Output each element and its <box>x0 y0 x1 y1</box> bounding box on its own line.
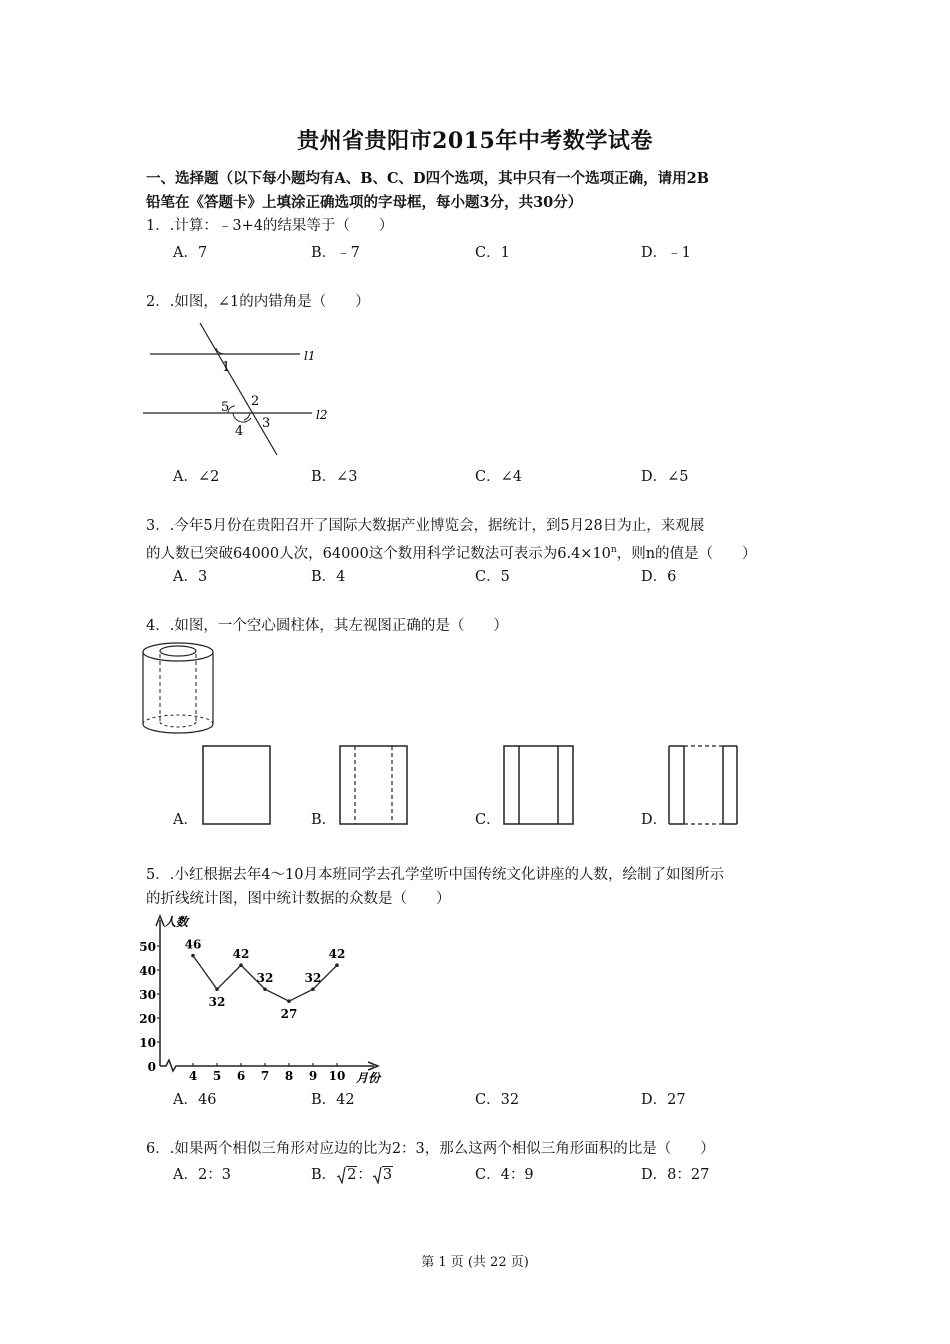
data-point <box>311 987 315 991</box>
question-3-text-line1: 3．.今年5月份在贵阳召开了国际大数据产业博览会，据统计，到5月28日为止，来观展 <box>146 518 705 534</box>
q3-option-c: C．5 <box>475 569 510 585</box>
question-2-text: 2．.如图，∠1的内错角是（ ） <box>146 294 370 310</box>
section-heading-line1: 一、选择题（以下每小题均有A、B、C、D四个选项，其中只有一个选项正确，请用2B <box>146 170 709 187</box>
q2-option-d: D．∠5 <box>641 469 689 485</box>
x-tick-label: 9 <box>308 1069 318 1083</box>
data-point <box>335 963 339 967</box>
question-5-text-line2: 的折线统计图，图中统计数据的众数是（ ） <box>146 891 451 907</box>
angle-label-1: 1 <box>222 360 231 375</box>
q1-option-a: A．7 <box>173 245 208 261</box>
q4-option-a: A． <box>173 812 198 828</box>
section-heading-line2: 铅笔在《答题卡》上填涂正确选项的字母框，每小题3分，共30分） <box>146 194 583 211</box>
angle-label-5: 5 <box>221 400 230 415</box>
x-tick-label: 7 <box>260 1069 270 1083</box>
q6-option-b: B． 2： 3 <box>311 1163 393 1187</box>
q4-view-d <box>668 745 740 826</box>
data-label: 42 <box>328 947 346 962</box>
data-point <box>215 987 219 991</box>
x-tick-label: 4 <box>188 1069 198 1083</box>
data-label: 32 <box>304 971 322 986</box>
data-point <box>239 963 243 967</box>
q3-option-b: B．4 <box>311 569 346 585</box>
x-tick-label: 10 <box>328 1069 346 1083</box>
angle-label-4: 4 <box>235 424 244 439</box>
y-tick-label: 20 <box>139 1012 156 1026</box>
q3-option-d: D．6 <box>641 569 677 585</box>
x-tick-label: 5 <box>212 1069 222 1083</box>
data-point <box>287 999 291 1003</box>
line-label-l1: l1 <box>304 349 316 363</box>
sqrt-3: 3 <box>372 1163 393 1187</box>
y-tick-label: 30 <box>139 988 156 1002</box>
line-chart <box>138 910 388 1085</box>
question-1-text: 1．.计算：﹣3+4的结果等于（ ） <box>146 218 394 234</box>
q5-option-c: C．32 <box>475 1092 520 1108</box>
q4-view-a <box>202 745 272 826</box>
sqrt-2: 2 <box>336 1163 357 1187</box>
data-label: 27 <box>280 1007 298 1022</box>
x-tick-label: 6 <box>236 1069 246 1083</box>
question-3-text-line2: 的人数已突破64000人次，64000这个数用科学记数法可表示为$6.4\times 10^n$，则n的值是（ ） <box>146 545 757 562</box>
page-footer: 第 1 页 (共 22 页) <box>421 1255 529 1270</box>
question-4-text: 4．.如图，一个空心圆柱体，其左视图正确的是（ ） <box>146 618 508 634</box>
line-label-l2: l2 <box>316 408 328 422</box>
q3-option-a: A．3 <box>173 569 208 585</box>
parallel-lines-figure <box>140 318 340 460</box>
data-label: 32 <box>256 971 274 986</box>
question-6-text: 6．.如果两个相似三角形对应边的比为2：3，那么这两个相似三角形面积的比是（ ） <box>146 1141 715 1157</box>
q6-option-c: C．4：9 <box>475 1167 534 1183</box>
q5-option-a: A．46 <box>173 1092 217 1108</box>
y-tick-label: 40 <box>139 964 156 978</box>
y-tick-label: 50 <box>139 940 156 954</box>
q6-option-d: D．8：27 <box>641 1167 710 1183</box>
q6-option-a: A．2：3 <box>173 1167 231 1183</box>
q2-option-a: A．∠2 <box>173 469 220 485</box>
angle-label-2: 2 <box>251 394 260 409</box>
data-label: 42 <box>232 947 250 962</box>
y-tick-label: 0 <box>147 1060 156 1074</box>
page-title: 贵州省贵阳市2015年中考数学试卷 <box>297 128 653 154</box>
q2-option-c: C．∠4 <box>475 469 522 485</box>
q4-option-d: D． <box>641 812 668 828</box>
x-tick-label: 8 <box>284 1069 294 1083</box>
q4-option-c: C． <box>475 812 501 828</box>
data-label: 46 <box>184 937 202 952</box>
data-point <box>263 987 267 991</box>
y-tick-label: 10 <box>139 1036 156 1050</box>
x-axis-label: 月份 <box>356 1071 381 1085</box>
q1-option-d: D．﹣1 <box>641 245 691 261</box>
q2-option-b: B．∠3 <box>311 469 358 485</box>
question-5-text-line1: 5．.小红根据去年4～10月本班同学去孔学堂听中国传统文化讲座的人数，绘制了如图所示 <box>146 867 725 883</box>
q4-view-c <box>503 745 575 826</box>
angle-label-3: 3 <box>262 416 271 431</box>
q1-option-c: C．1 <box>475 245 510 261</box>
q4-option-b: B． <box>311 812 337 828</box>
q4-view-b <box>339 745 409 826</box>
hollow-cylinder-figure <box>140 640 220 736</box>
q1-option-b: B．﹣7 <box>311 245 360 261</box>
y-axis-label: 人数 <box>164 915 189 929</box>
q5-option-b: B．42 <box>311 1092 355 1108</box>
data-point <box>191 954 195 958</box>
chart-labels <box>163 915 382 1085</box>
q5-option-d: D．27 <box>641 1092 686 1108</box>
data-label: 32 <box>208 995 226 1010</box>
